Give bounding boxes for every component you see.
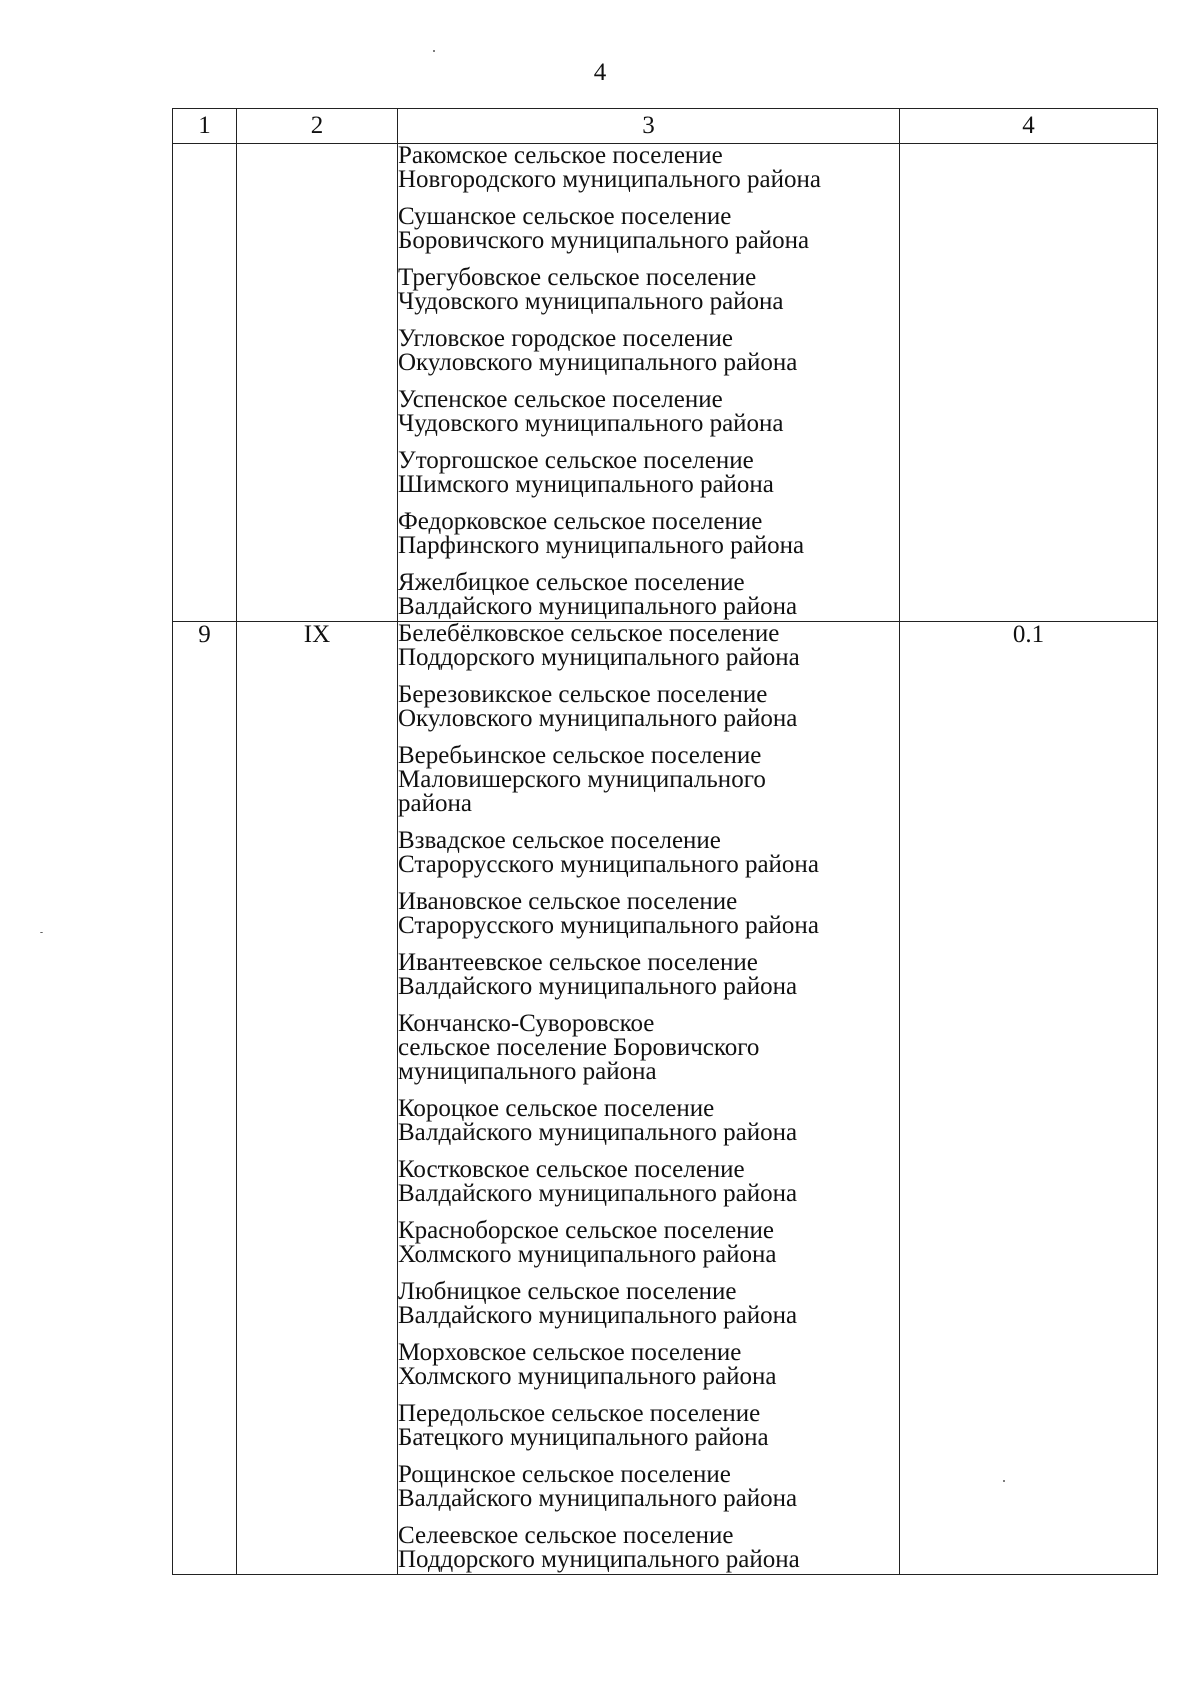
table-row — [173, 622, 1158, 1575]
settlement-item — [398, 1158, 899, 1206]
settlement-item — [398, 205, 899, 253]
settlement-name-line: Ивантеевское сельское поселение — [398, 949, 758, 976]
settlement-name-line: Боровичского муниципального района — [398, 227, 810, 254]
coefficient-cell: 0.1 — [900, 622, 1158, 1575]
zone-cell: IX — [237, 622, 398, 1575]
settlement-name-line: Чудовского муниципального района — [398, 410, 784, 437]
column-header: 4 — [900, 109, 1158, 144]
settlement-name-line: Красноборское сельское поселение — [398, 1217, 775, 1244]
settlement-item — [398, 1280, 899, 1328]
settlement-item — [398, 144, 899, 192]
settlement-item — [398, 571, 899, 619]
settlement-item — [398, 1524, 899, 1572]
settlement-name-line: Взвадское сельское поселение — [398, 827, 721, 854]
settlement-name-line: Валдайского муниципального района — [398, 593, 798, 620]
settlement-list-cell — [398, 144, 900, 622]
settlement-name-line: Березовикское сельское поселение — [398, 681, 768, 708]
settlement-name-line: Трегубовское сельское поселение — [398, 264, 757, 291]
settlement-name-line: Холмского муниципального района — [398, 1363, 777, 1390]
settlement-name-line: Окуловского муниципального района — [398, 349, 798, 376]
settlement-name-line: Валдайского муниципального района — [398, 1119, 798, 1146]
settlement-item — [398, 1219, 899, 1267]
page-number: 4 — [593, 59, 607, 86]
scan-speck — [433, 50, 435, 52]
settlement-item — [398, 622, 899, 670]
settlement-name-line: Старорусского муниципального района — [398, 912, 819, 939]
table-header-row — [173, 109, 1158, 144]
settlement-item — [398, 890, 899, 938]
coefficient-cell — [900, 144, 1158, 622]
settlement-name-line: Поддорского муниципального района — [398, 644, 800, 671]
settlement-item — [398, 1402, 899, 1450]
settlement-name-line: Яжелбицкое сельское поселение — [398, 569, 745, 596]
settlement-item — [398, 327, 899, 375]
settlement-name-line: Селеевское сельское поселение — [398, 1522, 734, 1549]
settlement-name-line: Новгородского муниципального района — [398, 166, 821, 193]
settlement-name-line: Рощинское сельское поселение — [398, 1461, 731, 1488]
settlement-item — [398, 1341, 899, 1389]
settlement-item — [398, 1012, 899, 1084]
settlement-item — [398, 683, 899, 731]
settlement-name-line: сельское поселение Боровичского — [398, 1034, 760, 1061]
column-header: 2 — [237, 109, 398, 144]
settlement-name-line: Окуловского муниципального района — [398, 705, 798, 732]
settlement-name-line: Морховское сельское поселение — [398, 1339, 742, 1366]
settlement-name-line: Старорусского муниципального района — [398, 851, 819, 878]
settlement-name-line: Валдайского муниципального района — [398, 1302, 798, 1329]
settlement-name-line: Угловское городское поселение — [398, 325, 733, 352]
settlement-name-line: Шимского муниципального района — [398, 471, 774, 498]
settlement-name-line: Валдайского муниципального района — [398, 1180, 798, 1207]
settlement-item — [398, 1463, 899, 1511]
scan-speck — [40, 932, 43, 933]
settlement-name-line: Костковское сельское поселение — [398, 1156, 745, 1183]
settlement-item — [398, 951, 899, 999]
settlement-item — [398, 449, 899, 497]
settlement-name-line: Веребьинское сельское поселение — [398, 742, 762, 769]
settlement-item — [398, 510, 899, 558]
table-body — [173, 144, 1158, 1575]
settlement-item — [398, 266, 899, 314]
table-row — [173, 144, 1158, 622]
settlement-item — [398, 829, 899, 877]
settlement-table — [172, 108, 1158, 1575]
settlement-item — [398, 1097, 899, 1145]
settlement-name-line: Чудовского муниципального района — [398, 288, 784, 315]
settlement-name-line: Кончанско-Суворовское — [398, 1010, 655, 1037]
settlement-name-line: Валдайского муниципального района — [398, 1485, 798, 1512]
settlement-name-line: района — [398, 790, 472, 817]
settlement-name-line: Ракомское сельское поселение — [398, 142, 723, 169]
settlement-name-line: Федорковское сельское поселение — [398, 508, 763, 535]
row-number-cell: 9 — [173, 622, 237, 1575]
settlement-name-line: Успенское сельское поселение — [398, 386, 723, 413]
settlement-name-line: Любницкое сельское поселение — [398, 1278, 737, 1305]
zone-cell — [237, 144, 398, 622]
settlement-name-line: Холмского муниципального района — [398, 1241, 777, 1268]
settlement-name-line: Валдайского муниципального района — [398, 973, 798, 1000]
settlement-name-line: Батецкого муниципального района — [398, 1424, 769, 1451]
settlement-name-line: Ивановское сельское поселение — [398, 888, 738, 915]
settlement-item — [398, 744, 899, 816]
settlement-list-cell — [398, 622, 900, 1575]
settlement-name-line: Маловишерского муниципального — [398, 766, 766, 793]
row-number-cell — [173, 144, 237, 622]
settlement-name-line: Поддорского муниципального района — [398, 1546, 800, 1573]
column-header: 1 — [173, 109, 237, 144]
settlement-name-line: Парфинского муниципального района — [398, 532, 805, 559]
settlement-name-line: Белебёлковское сельское поселение — [398, 620, 780, 647]
column-header: 3 — [398, 109, 900, 144]
settlement-name-line: Короцкое сельское поселение — [398, 1095, 715, 1122]
settlement-name-line: Уторгошское сельское поселение — [398, 447, 754, 474]
settlement-item — [398, 388, 899, 436]
settlement-name-line: Передольское сельское поселение — [398, 1400, 761, 1427]
settlement-name-line: муниципального района — [398, 1058, 657, 1085]
settlement-name-line: Сушанское сельское поселение — [398, 203, 732, 230]
